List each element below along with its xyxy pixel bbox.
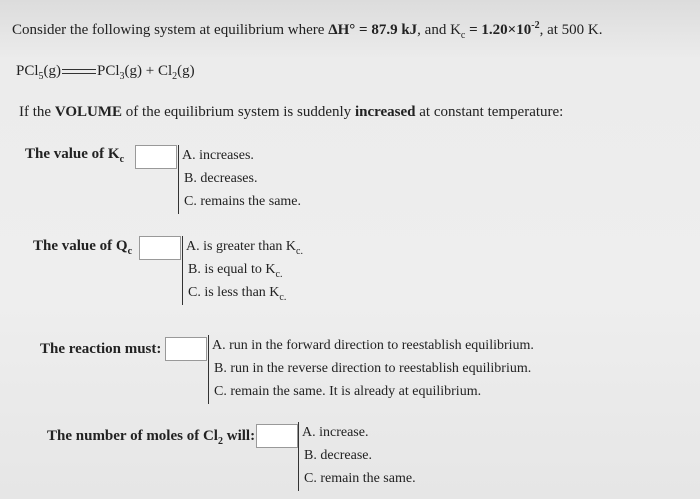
equilibrium-arrow-icon: [62, 68, 96, 76]
answer-input-kc[interactable]: [135, 145, 177, 169]
intro-mid: , and K: [417, 22, 461, 38]
reactant: PCl: [16, 63, 39, 79]
kc-sub: c: [460, 30, 466, 41]
answer-input-qc[interactable]: [139, 236, 181, 260]
reaction-equation: [16, 63, 195, 82]
product2-state: (g): [177, 63, 195, 79]
condition-increased: increased: [354, 104, 416, 120]
option-c: C. remain the same. It is already at equilibrium.: [214, 384, 482, 399]
intro-text: [12, 20, 603, 41]
label-text: The value of Q: [33, 238, 128, 254]
option-c: [188, 282, 303, 305]
product1: PCl: [97, 63, 120, 79]
condition-p3: at constant temperature:: [415, 104, 564, 120]
reactant-state: (g): [43, 63, 62, 79]
label-sub: 2: [217, 436, 223, 447]
option-b: B. decreases.: [184, 171, 258, 186]
options-kc: [178, 145, 301, 214]
option-sub: c.: [275, 268, 283, 280]
reactant-sub: 5: [38, 71, 44, 82]
question-reaction-label: [40, 341, 161, 358]
option-b: B. decrease.: [304, 448, 373, 463]
options-moles: [298, 422, 416, 491]
option-a: A. increase.: [302, 425, 369, 440]
intro-suffix: , at 500 K.: [539, 22, 603, 38]
option-text: A. is greater than K: [186, 239, 297, 254]
label-sub: c: [119, 154, 125, 165]
label-text: The reaction must:: [40, 341, 162, 357]
condition-volume: VOLUME: [54, 104, 123, 120]
option-sub: c.: [279, 291, 287, 303]
option-b: B. run in the reverse direction to reestablish equilibrium.: [214, 361, 532, 376]
condition-text: [19, 104, 563, 121]
option-c: C. remain the same.: [304, 471, 416, 486]
kc-exponent: -2: [531, 20, 540, 31]
label-sub: c: [127, 246, 133, 257]
label-text: The value of K: [25, 146, 120, 162]
product1-state: (g) + Cl: [124, 63, 173, 79]
options-qc: [182, 236, 303, 305]
label-suffix: will:: [222, 428, 256, 444]
options-reaction: [208, 335, 534, 404]
answer-input-reaction[interactable]: [165, 337, 207, 361]
intro-prefix: Consider the following system at equilibrium where: [12, 22, 329, 38]
option-a: [186, 236, 303, 259]
option-a: A. increases.: [182, 148, 254, 163]
option-text: B. is equal to K: [188, 262, 276, 277]
option-a: A. run in the forward direction to reestablish equilibrium.: [212, 338, 534, 353]
label-text: The number of moles of Cl: [47, 428, 218, 444]
question-moles-label: [47, 428, 255, 447]
kc-value: = 1.20×10: [465, 22, 532, 38]
condition-p1: If the: [19, 104, 55, 120]
answer-input-moles[interactable]: [256, 424, 298, 448]
product2-sub: 2: [172, 71, 178, 82]
option-c: C. remains the same.: [184, 194, 302, 209]
option-text: C. is less than K: [188, 285, 280, 300]
question-qc-label: [33, 238, 132, 257]
option-sub: c.: [296, 245, 303, 257]
option-b: [188, 259, 303, 282]
condition-p2: of the equilibrium system is suddenly: [122, 104, 355, 120]
product1-sub: 3: [119, 71, 125, 82]
question-kc-label: [25, 146, 124, 165]
enthalpy: ΔH° = 87.9 kJ: [328, 22, 418, 38]
